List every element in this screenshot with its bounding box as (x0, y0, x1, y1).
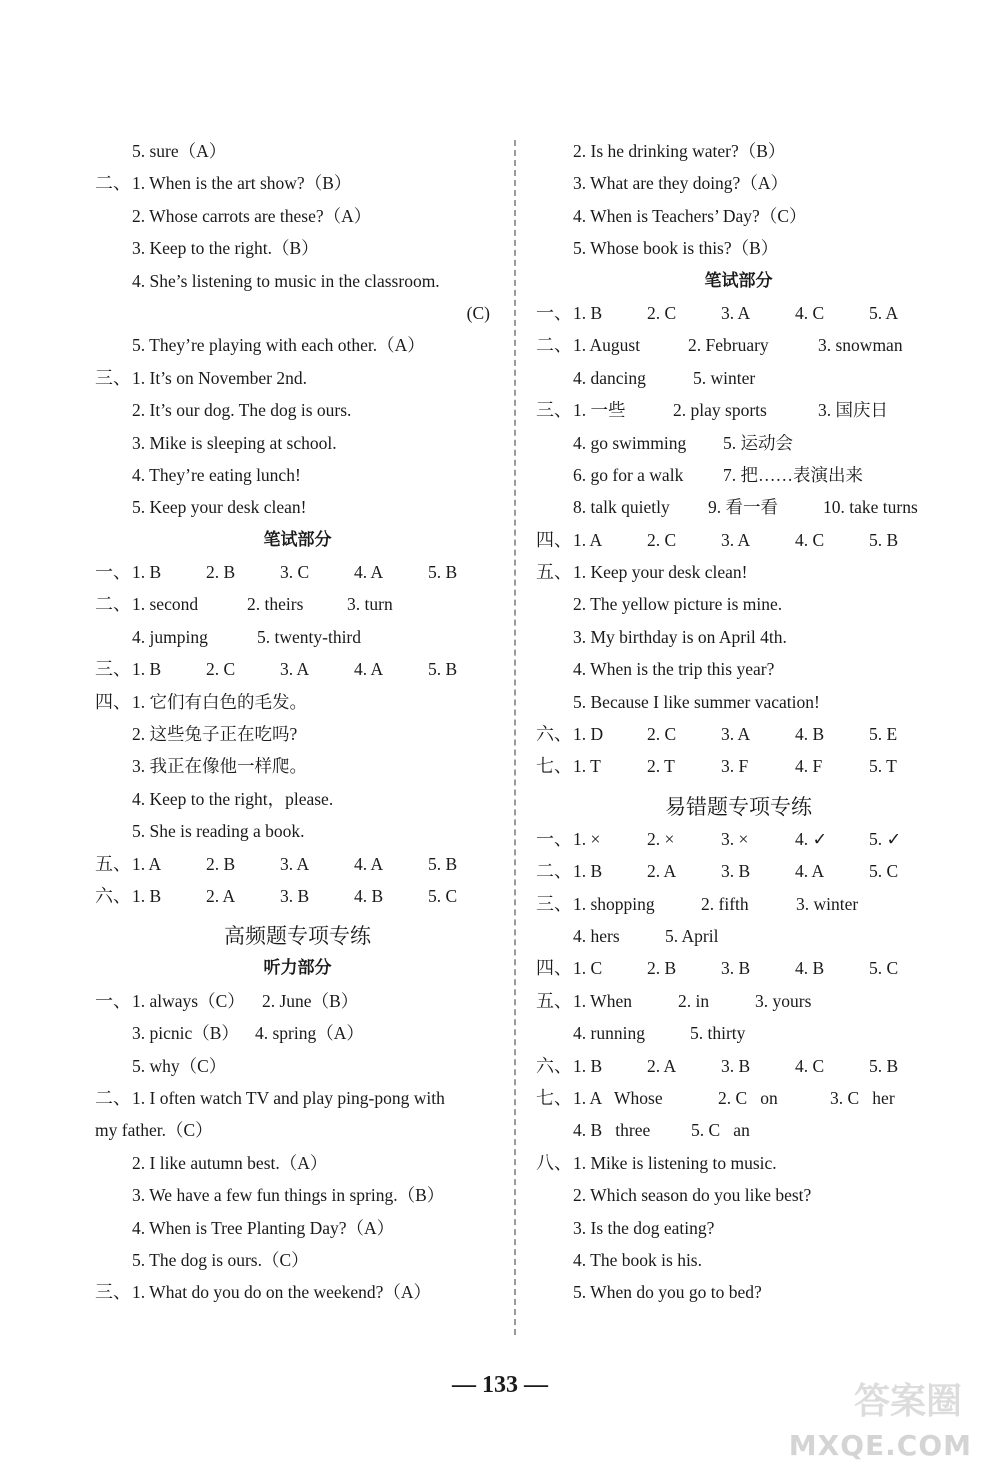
page-number: — 133 — (452, 1372, 548, 1398)
answer-line: 3. picnic（B） 4. spring（A） (132, 1023, 364, 1044)
section-label: 一、 (95, 562, 131, 583)
answer-line: 二、1. When is the art show?（B） (95, 167, 500, 199)
answer-line: 二、1. B 2. A 3. B 4. A 5. C (536, 855, 941, 887)
answer-line: 二、1. August 2. February 3. snowman (536, 329, 941, 361)
section-heading: 笔试部分 (263, 529, 332, 549)
section-title: 易错题专项专练 (665, 794, 812, 819)
answer-line: 一、1. always（C） 2. June（B） (95, 985, 500, 1017)
answer-line: 三、1. shopping 2. fifth 3. winter (536, 888, 941, 920)
watermark-logo (788, 1372, 982, 1472)
answer-line: 4. When is the trip this year? (573, 659, 775, 680)
answer-line: 四、1. 它们有白色的毛发。 (95, 686, 500, 718)
answer-line: 一、1. B 2. C 3. A 4. C 5. A (536, 297, 941, 329)
answer-line: 二、1. second 2. theirs 3. turn (95, 588, 500, 620)
answer-line: 3. 我正在像他一样爬。 (132, 756, 307, 777)
section-label: 四、 (95, 691, 131, 712)
answer-line: 二、1. I often watch TV and play ping-pong with (95, 1082, 500, 1114)
section-label: 四、 (536, 958, 572, 979)
answer-line: 2. Whose carrots are these?（A） (132, 205, 372, 226)
answer-line: 5. They’re playing with each other.（A） (132, 335, 425, 356)
answer-line: (C) (466, 302, 490, 323)
answer-line: 五、1. A 2. B 3. A 4. A 5. B (95, 848, 500, 880)
section-label: 二、 (536, 335, 572, 356)
section-label: 三、 (536, 893, 572, 914)
answer-line: 5. sure（A） (132, 141, 227, 161)
section-label: 六、 (536, 1055, 572, 1076)
section-label: 四、 (536, 529, 572, 550)
section-label: 一、 (536, 302, 572, 323)
answer-line: 4. hers 5. April (573, 925, 719, 946)
answer-line: 4. They’re eating lunch! (132, 464, 301, 485)
answer-line: 4. go swimming 5. 运动会 (573, 432, 793, 453)
answer-line: 3. Keep to the right.（B） (132, 238, 319, 259)
answer-line: 2. The yellow picture is mine. (573, 594, 783, 615)
answer-line: 六、1. D 2. C 3. A 4. B 5. E (536, 718, 941, 750)
watermark-site-text: MXQE.COM (788, 1429, 972, 1462)
section-title: 高频题专项专练 (224, 924, 371, 949)
section-label: 二、 (536, 861, 572, 882)
answer-line: 5. Keep your desk clean! (132, 497, 307, 518)
answer-line: 4. The book is his. (573, 1249, 702, 1270)
answer-line: 三、1. It’s on November 2nd. (95, 362, 500, 394)
answer-line: 5. When do you go to bed? (573, 1282, 762, 1303)
section-label: 三、 (95, 659, 131, 680)
answer-line: 6. go for a walk 7. 把……表演出来 (573, 464, 863, 485)
section-label: 三、 (536, 400, 572, 421)
answer-line: 3. Mike is sleeping at school. (132, 432, 337, 453)
section-label: 一、 (95, 990, 131, 1011)
section-label: 六、 (95, 885, 131, 906)
section-label: 五、 (95, 853, 131, 874)
answer-line: 六、1. B 2. A 3. B 4. B 5. C (95, 880, 500, 912)
answer-line: 五、1. When 2. in 3. yours (536, 985, 941, 1017)
section-label: 二、 (95, 173, 131, 194)
section-heading: 笔试部分 (704, 270, 773, 290)
section-label: 一、 (536, 828, 572, 849)
section-label: 二、 (95, 594, 131, 615)
section-heading: 听力部分 (263, 958, 332, 978)
answer-line: 七、1. T 2. T 3. F 4. F 5. T (536, 750, 941, 782)
section-label: 六、 (536, 724, 572, 745)
section-label: 五、 (536, 990, 572, 1011)
section-label: 七、 (536, 756, 572, 777)
answer-line: 3. My birthday is on April 4th. (573, 626, 787, 647)
answer-line: 4. When is Tree Planting Day?（A） (132, 1217, 395, 1238)
answer-line: 2. Is he drinking water?（B） (573, 141, 786, 161)
left-column (95, 135, 500, 1309)
answer-line: 4. Keep to the right，please. (132, 788, 334, 809)
answer-line: 4. She’s listening to music in the classroom. (132, 270, 440, 291)
section-label: 二、 (95, 1087, 131, 1108)
answer-line: 三、1. 一些 2. play sports 3. 国庆日 (536, 394, 941, 426)
answer-line: 5. why（C） (132, 1055, 227, 1076)
answer-line: 一、1. B 2. B 3. C 4. A 5. B (95, 556, 500, 588)
answer-line: 三、1. What do you do on the weekend?（A） (95, 1276, 500, 1308)
answer-line: 3. What are they doing?（A） (573, 173, 788, 194)
answer-line: 4. B three 5. C an (573, 1120, 750, 1141)
section-label: 五、 (536, 562, 572, 583)
answer-line: 4. running 5. thirty (573, 1023, 746, 1044)
answer-line: 3. We have a few fun things in spring.（B） (132, 1185, 445, 1206)
right-column (536, 135, 941, 1309)
answer-line: 三、1. B 2. C 3. A 4. A 5. B (95, 653, 500, 685)
column-divider (514, 140, 516, 1335)
answer-line: 5. The dog is ours.（C） (132, 1249, 309, 1270)
answer-line: 2. I like autumn best.（A） (132, 1152, 328, 1173)
answer-line: 3. Is the dog eating? (573, 1217, 715, 1238)
answer-line: 2. Which season do you like best? (573, 1185, 812, 1206)
answer-line: 4. dancing 5. winter (573, 367, 756, 388)
answer-line: 七、1. A Whose 2. C on 3. C her (536, 1082, 941, 1114)
answer-line: 六、1. B 2. A 3. B 4. C 5. B (536, 1050, 941, 1082)
answer-line: 5. She is reading a book. (132, 821, 305, 842)
watermark-logo-text: 答案圈 (853, 1381, 962, 1422)
answer-line: 5. Because I like summer vacation! (573, 691, 820, 712)
answer-line: 四、1. A 2. C 3. A 4. C 5. B (536, 524, 941, 556)
answer-line: 一、1. × 2. × 3. × 4. ✓ 5. ✓ (536, 823, 941, 855)
section-label: 三、 (95, 367, 131, 388)
answer-line: 四、1. C 2. B 3. B 4. B 5. C (536, 952, 941, 984)
answer-line: 2. 这些兔子正在吃吗? (132, 724, 298, 745)
answer-line: 5. Whose book is this?（B） (573, 238, 779, 259)
section-label: 三、 (95, 1282, 131, 1303)
answer-line: 8. talk quietly 9. 看一看 10. take turns (573, 497, 918, 518)
answer-line: 2. It’s our dog. The dog is ours. (132, 400, 352, 421)
answer-line: 4. When is Teachers’ Day?（C） (573, 205, 807, 226)
answer-line: 4. jumping 5. twenty-third (132, 626, 362, 647)
answer-line: 五、1. Keep your desk clean! (536, 556, 941, 588)
section-label: 八、 (536, 1152, 572, 1173)
answer-line: 八、1. Mike is listening to music. (536, 1147, 941, 1179)
section-label: 七、 (536, 1087, 572, 1108)
answer-line: my father.（C） (95, 1120, 213, 1141)
